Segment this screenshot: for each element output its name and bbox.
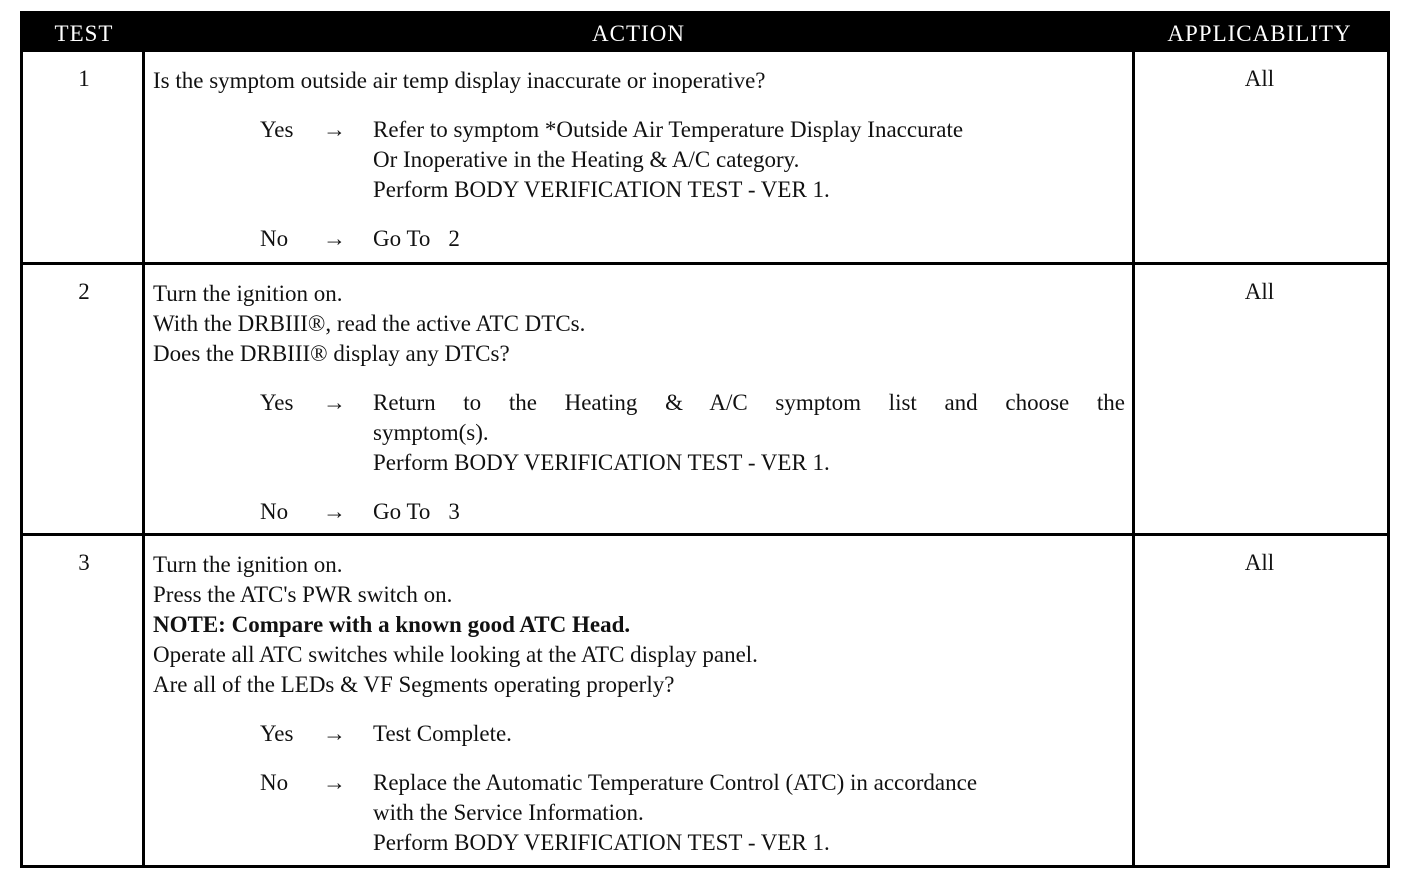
goto-text: Go To — [373, 226, 431, 251]
yes-label: Yes — [260, 117, 294, 142]
table-row — [23, 533, 1387, 865]
arrow-icon: → — [323, 721, 346, 746]
diagnostic-table — [20, 11, 1390, 868]
applicability-value: All — [1244, 279, 1275, 304]
response-line: Test Complete. — [373, 721, 512, 746]
action-line: Turn the ignition on. — [153, 281, 343, 306]
test-number: 2 — [78, 279, 90, 304]
arrow-icon: → — [323, 117, 346, 142]
goto-line — [373, 224, 1125, 254]
goto-text: Go To — [373, 499, 431, 524]
test-number: 1 — [78, 66, 90, 91]
action-cell — [153, 66, 1128, 254]
goto-number: 2 — [448, 226, 460, 251]
action-cell — [153, 279, 1128, 527]
response-line: Replace the Automatic Temperature Control (ATC) in accordance — [373, 770, 978, 795]
note-line: NOTE: Compare with a known good ATC Head. — [153, 612, 631, 637]
no-response — [153, 768, 1128, 858]
action-line: With the DRBIII®, read the active ATC DTCs. — [153, 311, 586, 336]
action-line: Press the ATC's PWR switch on. — [153, 582, 453, 607]
no-response — [153, 497, 1128, 527]
no-label: No — [260, 226, 289, 251]
no-label: No — [260, 770, 289, 795]
arrow-icon: → — [323, 226, 346, 251]
table-header — [23, 14, 1387, 52]
arrow-icon: → — [323, 390, 346, 415]
goto-number: 3 — [448, 499, 460, 524]
yes-label: Yes — [260, 390, 294, 415]
response-line: Perform BODY VERIFICATION TEST - VER 1. — [373, 450, 830, 475]
header-test: TEST — [54, 21, 114, 46]
arrow-icon: → — [323, 499, 346, 524]
response-line: with the Service Information. — [373, 800, 644, 825]
action-line: Are all of the LEDs & VF Segments operating properly? — [153, 672, 675, 697]
applicability-value: All — [1244, 66, 1275, 91]
action-line: Does the DRBIII® display any DTCs? — [153, 341, 510, 366]
yes-response — [153, 719, 1128, 749]
yes-response — [153, 388, 1128, 478]
response-line: Return to the Heating & A/C symptom list and choose the — [373, 390, 1125, 415]
action-line: Operate all ATC switches while looking at the ATC display panel. — [153, 642, 758, 667]
yes-label: Yes — [260, 721, 294, 746]
no-response — [153, 224, 1128, 254]
applicability-value: All — [1244, 550, 1275, 575]
test-number: 3 — [78, 550, 90, 575]
arrow-icon: → — [323, 770, 346, 795]
yes-response — [153, 115, 1128, 205]
response-line: Refer to symptom *Outside Air Temperature Display Inaccurate — [373, 117, 964, 142]
action-line: Is the symptom outside air temp display inaccurate or inoperative? — [153, 68, 766, 93]
table-row — [23, 52, 1387, 262]
no-label: No — [260, 499, 289, 524]
response-line: Or Inoperative in the Heating & A/C category. — [373, 147, 800, 172]
response-line: Perform BODY VERIFICATION TEST - VER 1. — [373, 177, 830, 202]
action-cell — [153, 550, 1128, 858]
response-line: symptom(s). — [373, 420, 489, 445]
table-row — [23, 262, 1387, 533]
header-action: ACTION — [592, 21, 685, 46]
response-line: Perform BODY VERIFICATION TEST - VER 1. — [373, 830, 830, 855]
goto-line — [373, 497, 1125, 527]
action-line: Turn the ignition on. — [153, 552, 343, 577]
header-applicability: APPLICABILITY — [1167, 21, 1352, 46]
